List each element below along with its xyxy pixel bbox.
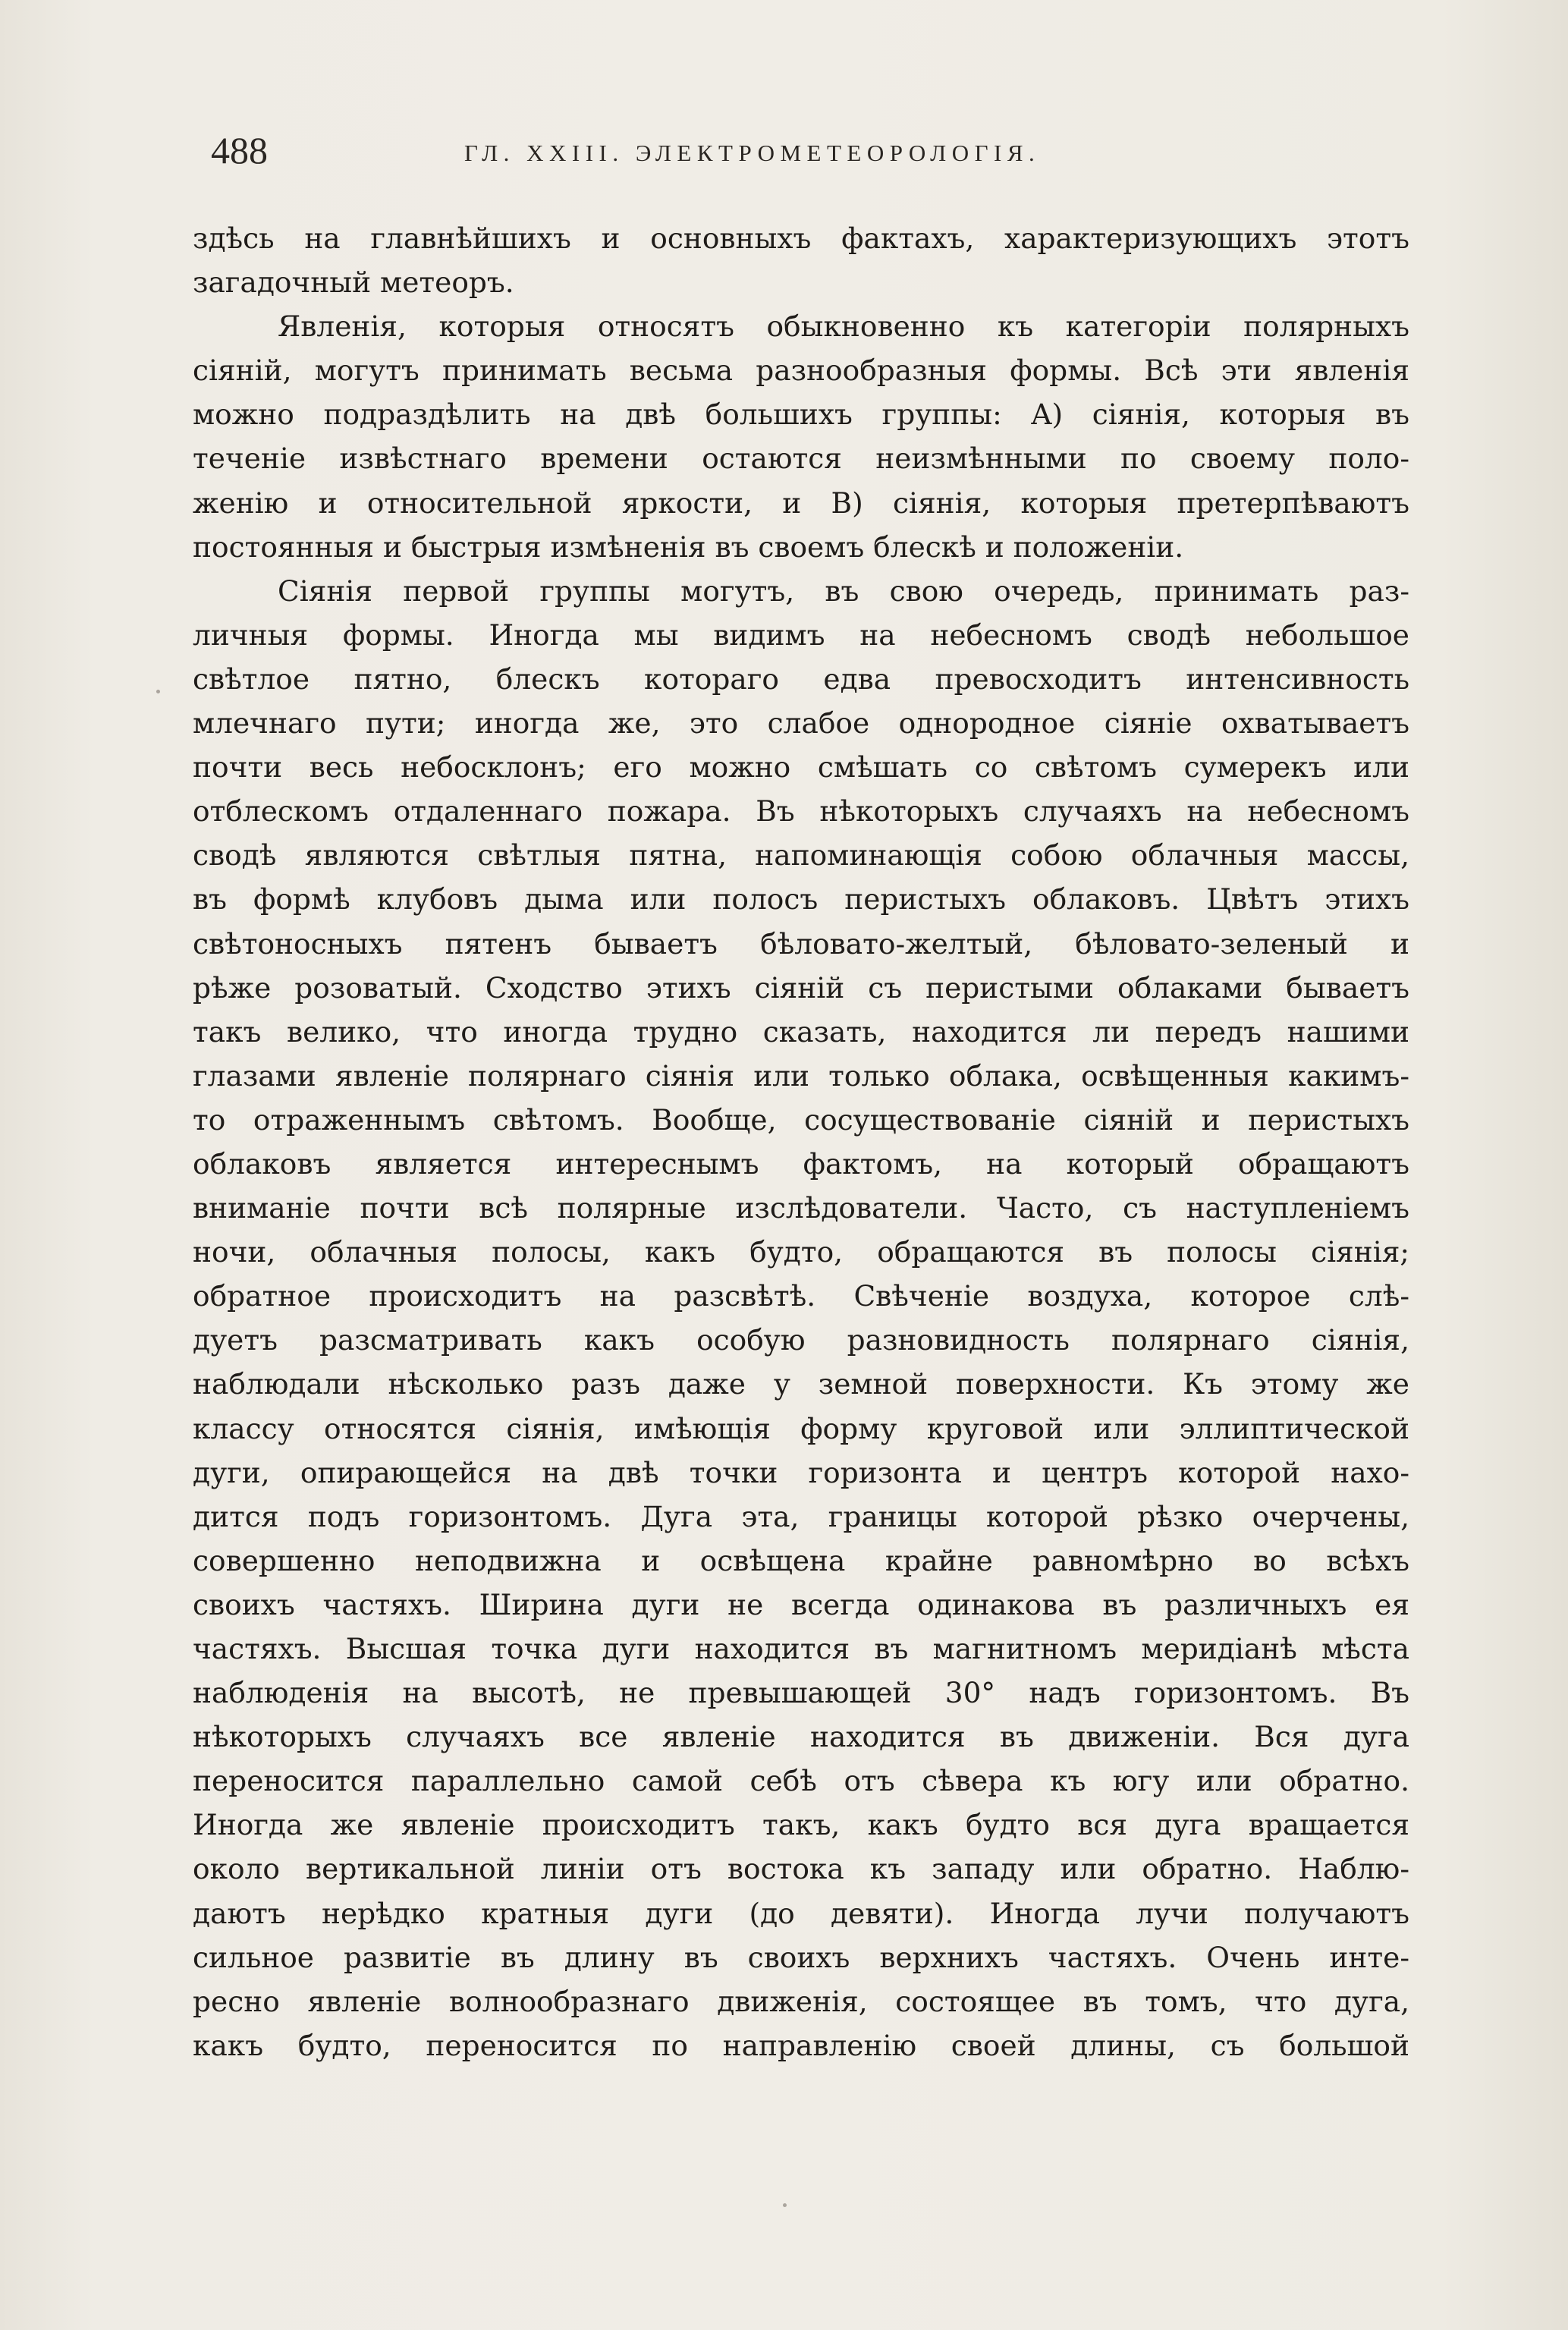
text-line: Сіянія первой группы могутъ, въ свою очередь, принимать раз- <box>278 574 1409 608</box>
text-line: рѣже розоватый. Сходство этихъ сіяній съ перистыми облаками бываетъ <box>193 970 1409 1005</box>
text-line: почти весь небосклонъ; его можно смѣшать со свѣтомъ сумерекъ или <box>193 750 1409 785</box>
text-line: своихъ частяхъ. Ширина дуги не всегда одинакова въ различныхъ ея <box>193 1587 1409 1621</box>
text-line: свѣтлое пятно, блескъ котораго едва превосходитъ интенсивность <box>193 662 1409 696</box>
text-line: классу относятся сіянія, имѣющія форму круговой или эллиптической <box>193 1411 1409 1445</box>
text-line: глазами явленіе полярнаго сіянія или только облака, освѣщенныя какимъ- <box>193 1058 1409 1093</box>
text-line: Иногда же явленіе происходитъ такъ, какъ будто вся дуга вращается <box>193 1808 1409 1842</box>
text-line: личныя формы. Иногда мы видимъ на небесномъ сводѣ небольшое <box>193 618 1409 652</box>
text-line: ночи, облачныя полосы, какъ будто, обращаются въ полосы сіянія; <box>193 1235 1409 1269</box>
text-line: загадочный метеоръ. <box>193 266 514 300</box>
text-line: женію и относительной яркости, и B) сіянія, которыя претерпѣваютъ <box>193 486 1409 520</box>
text-line: можно подраздѣлить на двѣ большихъ группы: A) сіянія, которыя въ <box>193 398 1409 432</box>
text-line: то отраженнымъ свѣтомъ. Вообще, сосуществованіе сіяній и перистыхъ <box>193 1102 1409 1137</box>
text-line: млечнаго пути; иногда же, это слабое однородное сіяніе охватываетъ <box>193 706 1409 741</box>
text-line: теченіе извѣстнаго времени остаются неизмѣнными по своему поло- <box>193 442 1409 476</box>
text-line: переносится параллельно самой себѣ отъ сѣвера къ югу или обратно. <box>193 1764 1409 1798</box>
ink-speck <box>156 690 160 693</box>
running-head: ГЛ. XXIII. ЭЛЕКТРОМЕТЕОРОЛОГІЯ. <box>464 140 1041 166</box>
text-line: совершенно неподвижна и освѣщена крайне равномѣрно во всѣхъ <box>193 1543 1409 1577</box>
text-line: здѣсь на главнѣйшихъ и основныхъ фактахъ, характеризующихъ этотъ <box>193 222 1409 255</box>
text-line: сіяній, могутъ принимать весьма разнообразныя формы. Всѣ эти явленія <box>193 354 1409 388</box>
text-line: вниманіе почти всѣ полярные изслѣдователи. Часто, съ наступленіемъ <box>193 1191 1409 1225</box>
text-line: Явленія, которыя относятъ обыкновенно къ категоріи полярныхъ <box>278 310 1409 344</box>
ink-speck <box>783 2203 787 2207</box>
text-line: ресно явленіе волнообразнаго движенія, состоящее въ томъ, что дуга, <box>193 1984 1409 2018</box>
text-line: обратное происходитъ на разсвѣтѣ. Свѣченіе воздуха, которое слѣ- <box>193 1279 1409 1313</box>
text-line: дится подъ горизонтомъ. Дуга эта, границы которой рѣзко очерчены, <box>193 1499 1409 1533</box>
text-line: какъ будто, переносится по направленію своей длины, съ большой <box>193 2028 1409 2062</box>
text-line: около вертикальной линіи отъ востока къ западу или обратно. Наблю- <box>193 1852 1409 1886</box>
text-line: дуги, опирающейся на двѣ точки горизонта и центръ которой нахо- <box>193 1455 1409 1489</box>
text-line: свѣтоносныхъ пятенъ бываетъ бѣловато-желтый, бѣловато-зеленый и <box>193 926 1409 961</box>
text-line: отблескомъ отдаленнаго пожара. Въ нѣкоторыхъ случаяхъ на небесномъ <box>193 794 1409 829</box>
text-line: нѣкоторыхъ случаяхъ все явленіе находится въ движеніи. Вся дуга <box>193 1720 1409 1754</box>
text-line: частяхъ. Высшая точка дуги находится въ магнитномъ меридіанѣ мѣста <box>193 1632 1409 1665</box>
text-line: наблюдали нѣсколько разъ даже у земной поверхности. Къ этому же <box>193 1367 1409 1401</box>
text-line: даютъ нерѣдко кратныя дуги (до девяти). Иногда лучи получаютъ <box>193 1896 1409 1930</box>
page-number: 488 <box>211 129 268 171</box>
text-line: сводѣ являются свѣтлыя пятна, напоминающія собою облачныя массы, <box>193 838 1409 873</box>
text-line: такъ велико, что иногда трудно сказать, находится ли передъ нашими <box>193 1014 1409 1049</box>
text-line: наблюденія на высотѣ, не превышающей 30° надъ горизонтомъ. Въ <box>193 1676 1409 1710</box>
text-line: сильное развитіе въ длину въ своихъ верхнихъ частяхъ. Очень инте- <box>193 1940 1409 1974</box>
text-line: постоянныя и быстрыя измѣненія въ своемъ блескѣ и положеніи. <box>193 530 1184 564</box>
text-line: дуетъ разсматривать какъ особую разновидность полярнаго сіянія, <box>193 1323 1409 1357</box>
body-text <box>193 216 1409 2067</box>
text-line: въ формѣ клубовъ дыма или полосъ перистыхъ облаковъ. Цвѣтъ этихъ <box>193 882 1409 917</box>
text-line: облаковъ является интереснымъ фактомъ, на который обращаютъ <box>193 1146 1409 1181</box>
